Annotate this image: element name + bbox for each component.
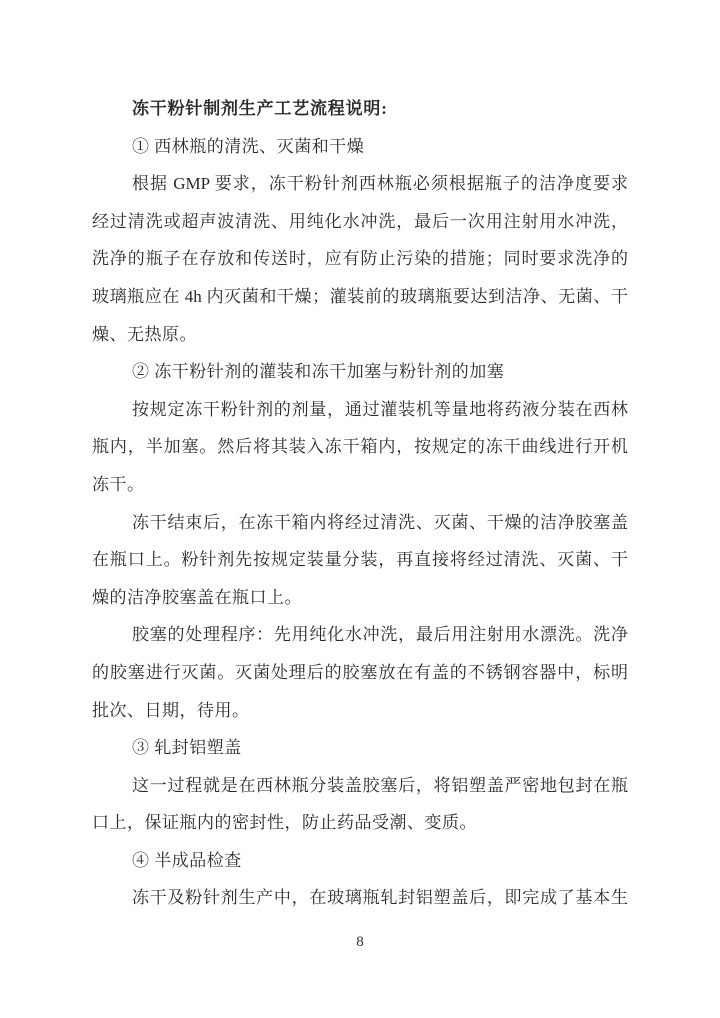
text-line: ① 西林瓶的清洗、灭菌和干燥 (132, 136, 365, 156)
document-body (92, 90, 628, 917)
text-line: 玻璃瓶应在 4h 内灭菌和干燥；灌装前的玻璃瓶要达到洁净、无菌、干 (92, 286, 628, 306)
document-title-line: 冻干粉针制剂生产工艺流程说明: (132, 99, 388, 118)
text-line: ③ 轧封铝塑盖 (132, 738, 242, 758)
text-line: 按规定冻干粉针剂的剂量，通过灌装机等量地将药液分装在西林 (132, 399, 628, 419)
text-line: 这一过程就是在西林瓶分装盖胶塞后，将铝塑盖严密地包封在瓶 (132, 775, 628, 795)
text-line: 冻干结束后，在冻干箱内将经过清洗、灭菌、干燥的洁净胶塞盖 (132, 512, 628, 532)
text-line: 燥的洁净胶塞盖在瓶口上。 (92, 587, 302, 607)
text-line: ④ 半成品检查 (132, 850, 242, 870)
text-line: ② 冻干粉针剂的灌装和冻干加塞与粉针剂的加塞 (132, 362, 505, 382)
text-line: 冻干。 (92, 474, 145, 494)
text-line: 洗净的瓶子在存放和传送时，应有防止污染的措施；同时要求洗净的 (92, 249, 628, 269)
text-line: 经过清洗或超声波清洗、用纯化水冲洗，最后一次用注射用水冲洗， (92, 211, 628, 231)
text-line: 胶塞的处理程序：先用纯化水冲洗，最后用注射用水漂洗。洗净 (132, 625, 628, 645)
text-line: 口上，保证瓶内的密封性，防止药品受潮、变质。 (92, 813, 477, 833)
text-line: 冻干及粉针剂生产中，在玻璃瓶轧封铝塑盖后，即完成了基本生 (132, 888, 628, 908)
text-line: 瓶内，半加塞。然后将其装入冻干箱内，按规定的冻干曲线进行开机 (92, 437, 628, 457)
text-line: 批次、日期，待用。 (92, 700, 250, 720)
text-line: 在瓶口上。粉针剂先按规定装量分装，再直接将经过清洗、灭菌、干 (92, 550, 628, 570)
page-number: 8 (356, 934, 364, 950)
text-line: 的胶塞进行灭菌。灭菌处理后的胶塞放在有盖的不锈钢容器中，标明 (92, 662, 628, 682)
text-line: 燥、无热原。 (92, 324, 197, 344)
text-line: 根据 GMP 要求，冻干粉针剂西林瓶必须根据瓶子的洁净度要求 (132, 174, 628, 194)
